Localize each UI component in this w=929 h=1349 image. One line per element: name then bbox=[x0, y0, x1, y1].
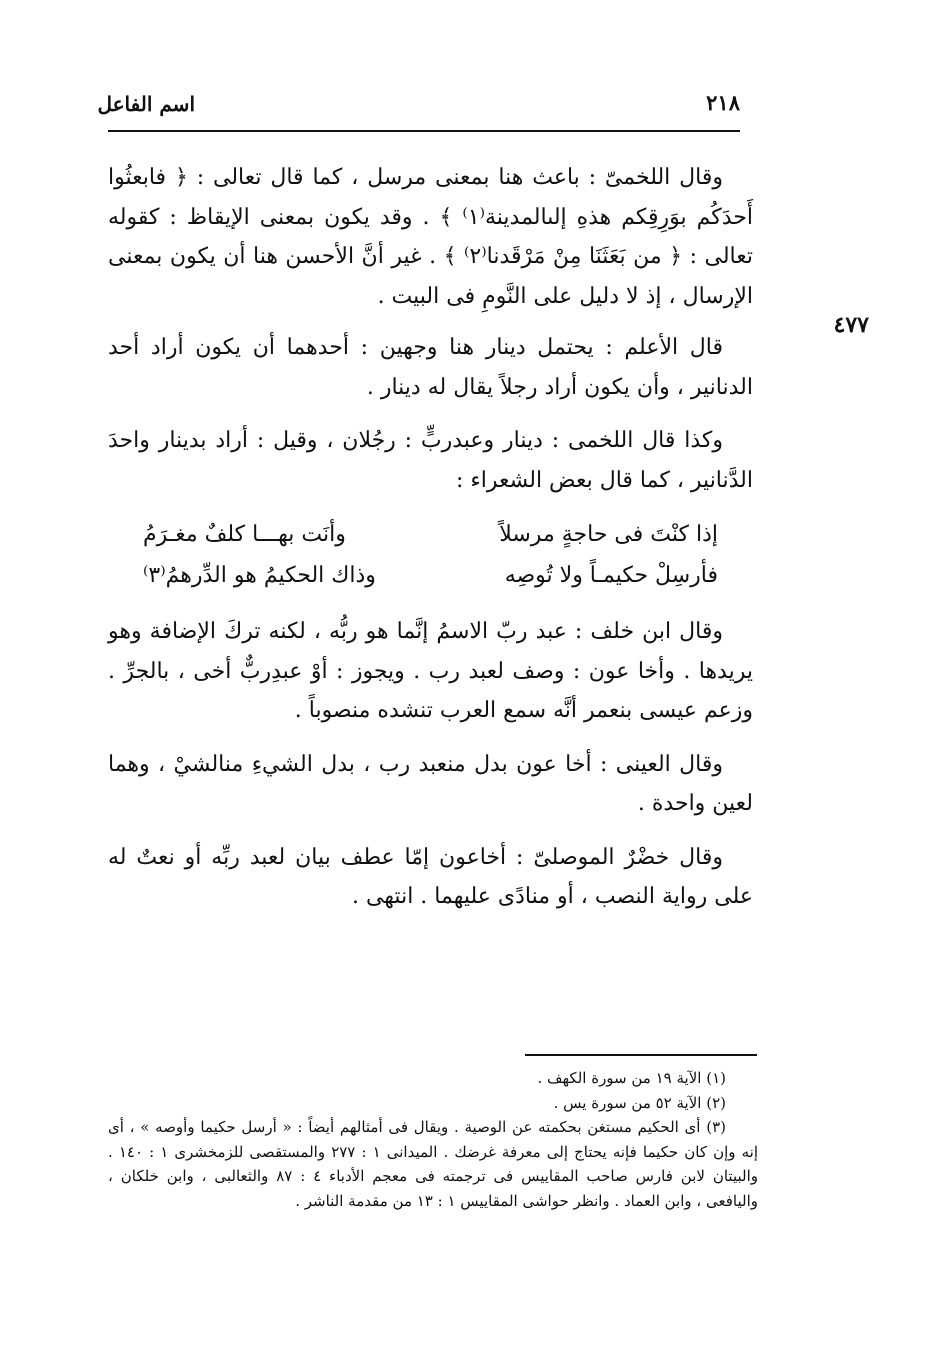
poem-verses bbox=[143, 514, 718, 596]
paragraph: وقال اللخمىّ : باعث هنا بمعنى مرسل ، كما قال تعالى : ﴿ فابعثُوا أَحدَكُم بوَرِقِكم هذهِ إلىالمدينة⁽١⁾ ﴾ . وقد يكون بمعنى الإيقاظ : كقوله تعالى : ﴿ من بَعَثَنَا مِنْ مَرْقَدنا⁽٢⁾ ﴾ . غير أنَّ الأحسن هنا أن يكون بمعنى الإرسال ، إذ لا دليل على النَّومِ فى البيت . bbox=[108, 165, 754, 309]
page-number: ٢١٨ bbox=[706, 90, 740, 115]
verse-hemistich: فأرسِلْ حكيمـاً ولا تُوصِه bbox=[504, 563, 718, 588]
footnotes bbox=[108, 1066, 758, 1213]
header-rule bbox=[108, 130, 740, 132]
margin-number: ٤٧٧ bbox=[833, 312, 869, 338]
paragraph: قال الأعلم : يحتمل دينار هنا وجهين : أحدهما أن يكون أراد أحد الدنانير ، وأن يكون أراد رجلاً يقال له دينار . bbox=[108, 335, 753, 400]
running-header bbox=[97, 88, 740, 134]
footnote: (١) الآية ١٩ من سورة الكهف . bbox=[537, 1069, 726, 1087]
paragraph: وقال ابن خلف : عبد ربّ الاسمُ إنَّما هو ربُّه ، لكنه تركَ الإضافة وهو يريدها . وأخا عون : وصف لعبد رب . ويجوز : أوْ عبدِربٌّ أخى ، بالجرِّ . وزعم عيسى بنعمر أنَّه سمع العرب تنشده منصوباً . bbox=[108, 619, 753, 723]
running-title: اسم الفاعل bbox=[97, 92, 195, 116]
verse-hemistich: وأنَت بهـــا كلفٌ مغـرَمُ bbox=[143, 522, 346, 547]
verse-line bbox=[143, 555, 718, 596]
paragraph: وقال العينى : أخا عون بدل منعبد رب ، بدل الشيءِ منالشيْ ، وهما لعين واحدة . bbox=[108, 751, 753, 816]
footnote-rule bbox=[525, 1054, 757, 1056]
verse-line bbox=[143, 514, 718, 555]
footnote: (٣) أى الحكيم مستغن بحكمته عن الوصية . ويقال فى أمثالهم أيضاً : « أرسل حكيما وأوصه » ، أى إنه وإن كان حكيما فإنه يحتاج إلى معرفة غرضك . الميدانى ١ : ٢٧٧ والمستقصى للزمخشرى ١ : ١٤٠ . والبيتان لابن فارس صاحب المقاييس فى ترجمته فى معجم الأدباء ٤ : ٨٧ والثعالبى ، وابن خلكان ، واليافعى ، وابن العماد . وانظر حواشى المقاييس ١ : ١٣ من مقدمة الناشر . bbox=[108, 1118, 758, 1210]
paragraph: وكذا قال اللخمى : دينار وعبدربٍّ : رجُلان ، وقيل : أراد بدينار واحدَ الدَّنانير ، كما قال بعض الشعراء : bbox=[108, 428, 753, 493]
verse-hemistich: إذا كنْتَ فى حاجةٍ مرسلاً bbox=[499, 522, 718, 547]
footnote: (٢) الآية ٥٢ من سورة يس . bbox=[553, 1093, 726, 1112]
paragraph: وقال خضْرٌ الموصلىّ : أخاعون إمّا عطف بيان لعبد ربِّه أو نعتٌ له على رواية النصب ، أو منادًى عليهما . انتهى . bbox=[108, 844, 753, 909]
main-text bbox=[108, 158, 753, 931]
verse-hemistich: وذاك الحكيمُ هو الدِّرهمُ⁽٣⁾ bbox=[143, 563, 376, 588]
